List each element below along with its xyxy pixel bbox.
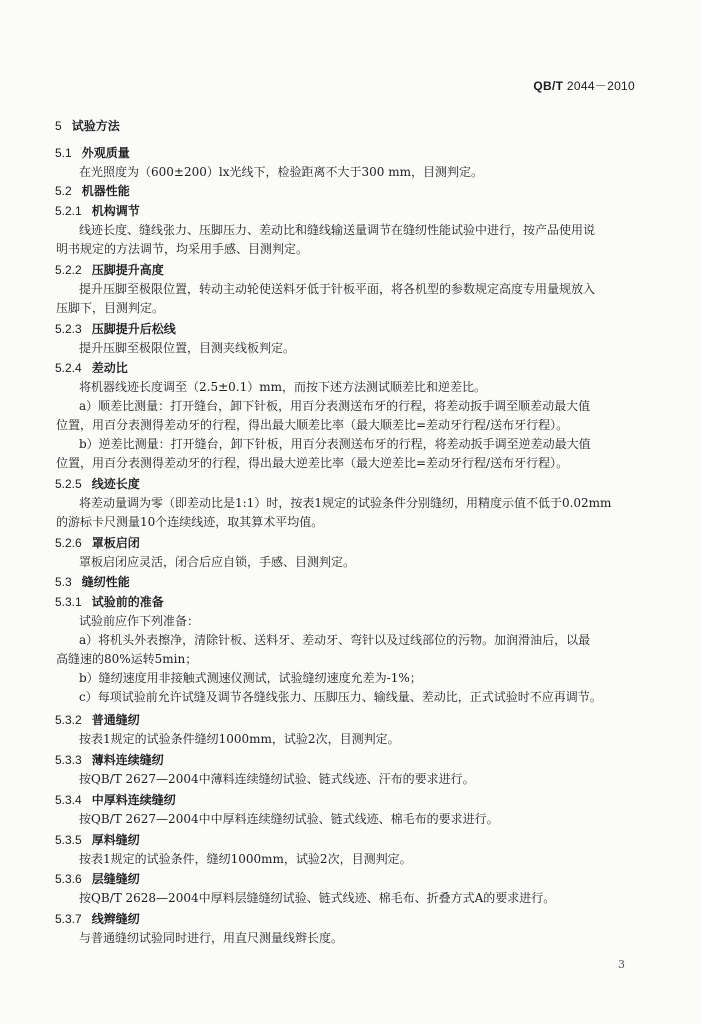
section-number: 5.3.1 (55, 595, 82, 609)
section-heading (55, 476, 140, 492)
paragraph-line: b）缝纫速度用非接触式测速仪测试，试验缝纫速度允差为-1%； (79, 671, 422, 685)
section-heading (55, 792, 176, 808)
section-heading (55, 183, 130, 199)
section-number: 5.2.5 (55, 477, 82, 491)
paragraph-line: 按QB/T 2627—2004中中厚料连续缝纫试验、链式线迹、棉毛布的要求进行。 (79, 812, 499, 826)
section-number: 5.3 (55, 575, 72, 589)
section-title: 线辫缝纫 (91, 912, 140, 926)
paragraph-line: 明书规定的方法调节，均采用手感、目测判定。 (56, 242, 309, 256)
section-title: 层缝缝纫 (91, 872, 140, 886)
paragraph-line: 将机器线迹长度调至（2.5±0.1）mm，而按下述方法测试顺差比和逆差比。 (79, 380, 486, 394)
section-title: 机器性能 (81, 184, 130, 198)
page-number: 3 (618, 958, 625, 971)
paragraph-line: 罩板启闭应灵活，闭合后应自锁，手感、目测判定。 (79, 555, 356, 569)
section-title: 机构调节 (91, 204, 140, 218)
paragraph-line: 提升压脚至极限位置，转动主动轮使送料牙低于针板平面，将各机型的参数规定高度专用量规放入 (79, 282, 596, 296)
paragraph-line: 高缝速的80%运转5min； (56, 652, 198, 666)
section-title: 薄料连续缝纫 (91, 753, 164, 767)
page-header (533, 77, 635, 94)
section-title: 压脚提升高度 (91, 263, 164, 277)
section-heading (55, 535, 140, 551)
paragraph-line: 在光照度为（600±200）lx光线下，检验距离不大于300 mm，目测判定。 (79, 165, 483, 179)
paragraph-line: 提升压脚至极限位置，目测夹线板判定。 (79, 341, 296, 355)
section-number: 5.2.2 (55, 263, 82, 277)
paragraph-line: 的游标卡尺测量10个连续线迹，取其算术平均值。 (56, 515, 324, 529)
paragraph-line: 按QB/T 2628—2004中厚料层缝缝纫试验、链式线迹、棉毛布、折叠方式A的要求进行。 (79, 891, 556, 905)
section-heading (55, 712, 140, 728)
paragraph-line: c）每项试验前允许试缝及调节各缝线张力、压脚压力、输线量、差动比，正式试验时不应再调节。 (79, 690, 602, 704)
paragraph-line: 将差动量调为零（即差动比是1:1）时，按表1规定的试验条件分别缝纫，用精度示值不低于0.02mm (79, 496, 612, 510)
section-number: 5.2.6 (55, 536, 82, 550)
section-title: 外观质量 (81, 146, 130, 160)
section-number: 5.3.4 (55, 793, 82, 807)
section-title: 压脚提升后松线 (91, 322, 176, 336)
section-heading (55, 360, 128, 376)
paragraph-line: 位置，用百分表测得差动牙的行程，得出最大逆差比率（最大逆差比=差动牙行程/送布牙行程）。 (56, 456, 569, 470)
section-number: 5.2.3 (55, 322, 82, 336)
section-title: 试验方法 (71, 119, 120, 133)
section-number: 5.2 (55, 184, 72, 198)
section-number: 5.2.4 (55, 361, 82, 375)
section-title: 试验前的准备 (91, 595, 164, 609)
paragraph-line: 线迹长度、缝线张力、压脚压力、差动比和缝线输送量调节在缝纫性能试验中进行，按产品使用说 (79, 223, 596, 237)
section-number: 5 (55, 119, 62, 133)
paragraph-line: 按QB/T 2627—2004中薄料连续缝纫试验、链式线迹、汗布的要求进行。 (79, 772, 475, 786)
section-heading (55, 871, 140, 887)
section-title: 厚料缝纫 (91, 833, 140, 847)
section-heading (55, 118, 120, 134)
paragraph-line: 按表1规定的试验条件缝纫1000mm，试验2次，目测判定。 (79, 732, 400, 746)
section-number: 5.1 (55, 146, 72, 160)
section-heading (55, 911, 140, 927)
section-heading (55, 574, 130, 590)
section-heading (55, 145, 130, 161)
section-heading (55, 262, 164, 278)
standard-number: 2044－2010 (566, 79, 635, 93)
section-title: 普通缝纫 (91, 713, 140, 727)
paragraph-line: b）逆差比测量：打开缝台，卸下针板，用百分表测送布牙的行程，将差动扳手调至逆差动最大值 (79, 437, 591, 451)
section-number: 5.2.1 (55, 204, 82, 218)
section-title: 中厚料连续缝纫 (91, 793, 176, 807)
section-heading (55, 832, 140, 848)
paragraph-line: a）将机头外表擦净，清除针板、送料牙、差动牙、弯针以及过线部位的污物。加润滑油后，以最 (79, 633, 591, 647)
section-heading (55, 321, 176, 337)
paragraph-line: 位置，用百分表测得差动牙的行程，得出最大顺差比率（最大顺差比=差动牙行程/送布牙行程）。 (56, 418, 569, 432)
section-number: 5.3.2 (55, 713, 82, 727)
section-title: 罩板启闭 (91, 536, 140, 550)
paragraph-line: 与普通缝纫试验同时进行，用直尺测量线辫长度。 (79, 931, 344, 945)
paragraph-line: 按表1规定的试验条件，缝纫1000mm，试验2次，目测判定。 (79, 852, 412, 866)
section-heading (55, 594, 164, 610)
section-title: 线迹长度 (91, 477, 140, 491)
section-heading (55, 752, 164, 768)
section-number: 5.3.3 (55, 753, 82, 767)
section-title: 差动比 (91, 361, 128, 375)
paragraph-line: 试验前应作下列准备： (79, 614, 200, 628)
section-heading (55, 203, 140, 219)
section-number: 5.3.5 (55, 833, 82, 847)
section-title: 缝纫性能 (81, 575, 130, 589)
paragraph-line: a）顺差比测量：打开缝台，卸下针板，用百分表测送布牙的行程，将差动扳手调至顺差动最大值 (79, 399, 591, 413)
section-number: 5.3.7 (55, 912, 82, 926)
standard-code: QB/T (533, 79, 564, 93)
section-number: 5.3.6 (55, 872, 82, 886)
paragraph-line: 压脚下，目测判定。 (56, 301, 165, 315)
